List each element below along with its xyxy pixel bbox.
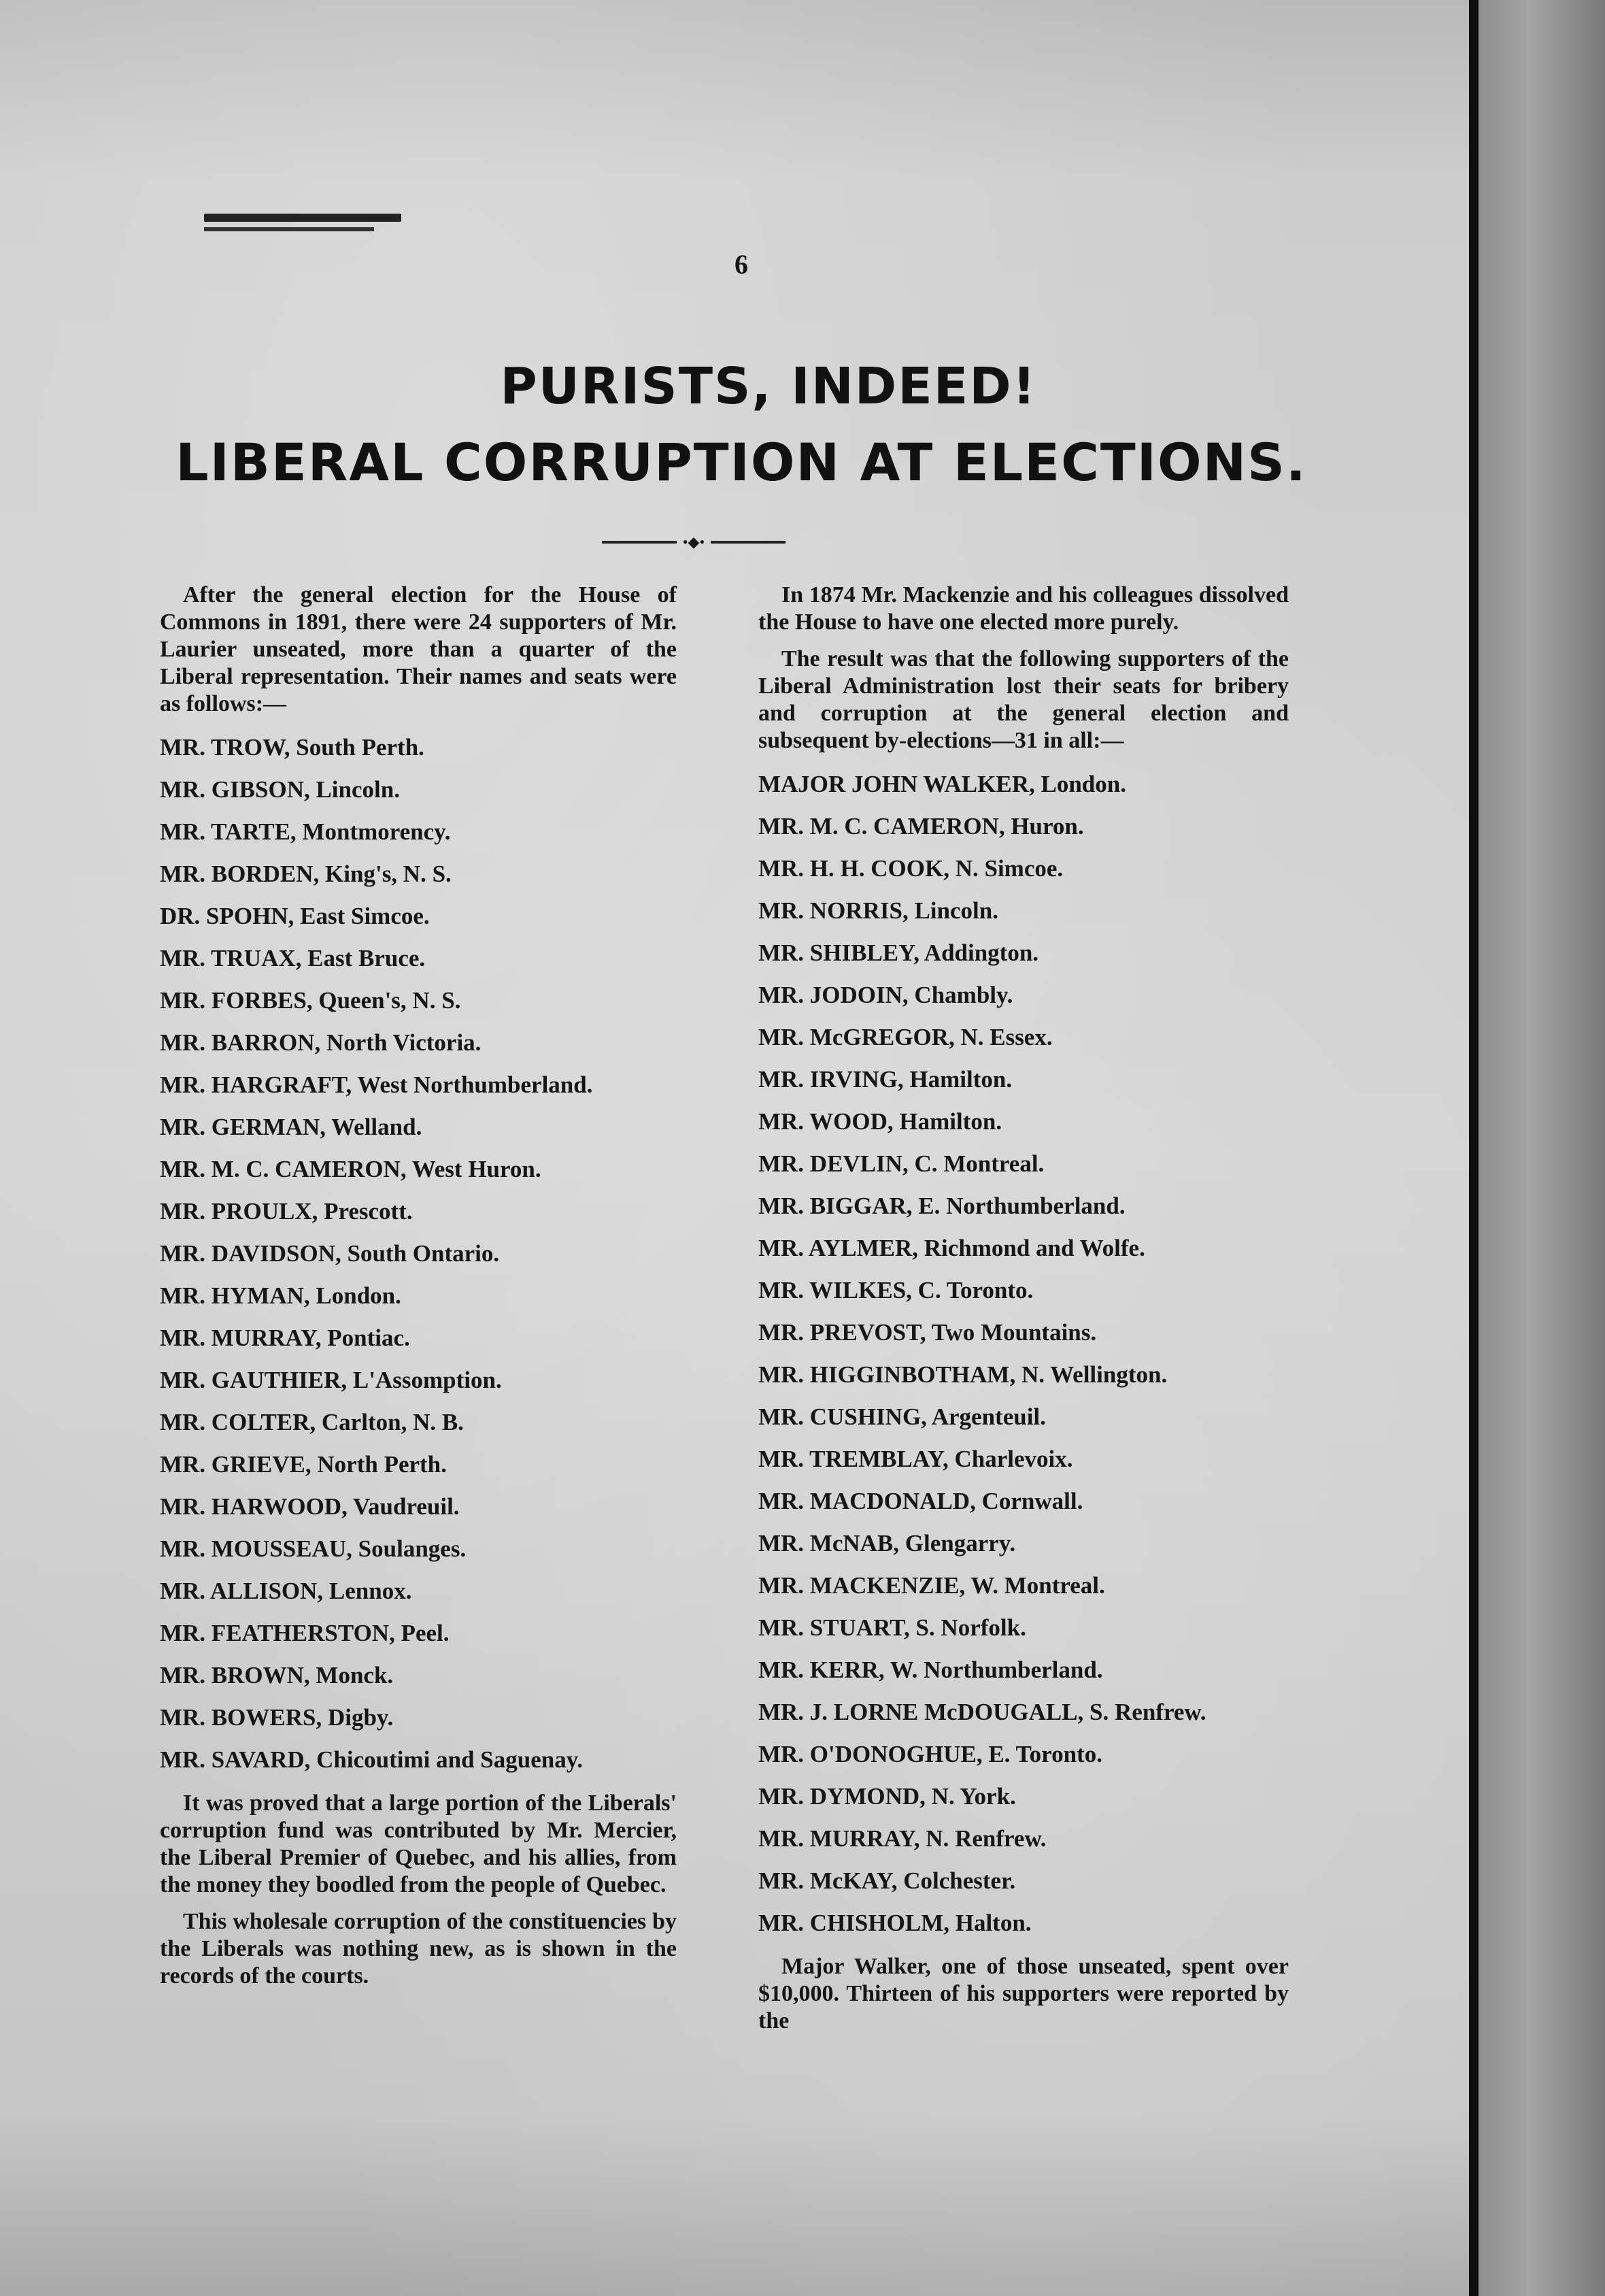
list-item: MR. McGREGOR, N. Essex. xyxy=(758,1024,1053,1050)
list-item: MAJOR JOHN WALKER, London. xyxy=(758,771,1126,797)
list-item: MR. GAUTHIER, L'Assomption. xyxy=(160,1367,502,1393)
list-item: MR. McKAY, Colchester. xyxy=(758,1867,1016,1894)
adjacent-page-edge xyxy=(1479,0,1605,2296)
list-item: MR. GIBSON, Lincoln. xyxy=(160,776,400,803)
list-item: MR. HYMAN, London. xyxy=(160,1282,401,1309)
list-item: MR. MURRAY, N. Renfrew. xyxy=(758,1825,1047,1852)
list-item: MR. COLTER, Carlton, N. B. xyxy=(160,1409,464,1435)
list-item: MR. FORBES, Queen's, N. S. xyxy=(160,987,461,1014)
ink-rule-mark-lower xyxy=(204,227,374,231)
list-item: MR. HARGRAFT, West Northumberland. xyxy=(160,1071,593,1098)
list-item: MR. KERR, W. Northumberland. xyxy=(758,1657,1103,1683)
list-item: MR. TARTE, Montmorency. xyxy=(160,818,451,845)
list-item: MR. AYLMER, Richmond and Wolfe. xyxy=(758,1235,1145,1261)
divider-ornament: •◆• xyxy=(682,533,705,550)
list-item: MR. HIGGINBOTHAM, N. Wellington. xyxy=(758,1361,1168,1388)
list-item: MR. TRUAX, East Bruce. xyxy=(160,945,426,971)
page-gutter xyxy=(1469,0,1479,2296)
list-item: MR. MOUSSEAU, Soulanges. xyxy=(160,1535,467,1562)
list-item: MR. DAVIDSON, South Ontario. xyxy=(160,1240,500,1267)
list-item: MR. J. LORNE McDOUGALL, S. Renfrew. xyxy=(758,1699,1206,1725)
ink-rule-mark xyxy=(204,214,401,222)
list-item: MR. SHIBLEY, Addington. xyxy=(758,939,1039,966)
list-item: MR. FEATHERSTON, Peel. xyxy=(160,1620,450,1646)
headline-sub: LIBERAL CORRUPTION AT ELECTIONS. xyxy=(175,432,1307,493)
list-item: MR. JODOIN, Chambly. xyxy=(758,982,1013,1008)
unseated-1874-list xyxy=(758,769,1289,1938)
list-item: MR. IRVING, Hamilton. xyxy=(758,1066,1013,1093)
list-item: MR. PROULX, Prescott. xyxy=(160,1198,413,1225)
list-item: MR. BROWN, Monck. xyxy=(160,1662,394,1688)
list-item: MR. NORRIS, Lincoln. xyxy=(758,897,998,924)
list-item: MR. CHISHOLM, Halton. xyxy=(758,1910,1032,1936)
list-item: MR. TREMBLAY, Charlevoix. xyxy=(758,1446,1073,1472)
list-item: MR. HARWOOD, Vaudreuil. xyxy=(160,1493,460,1520)
left-intro-paragraph: After the general election for the House of Commons in 1891, there were 24 supporters of Mr. Laurier unseated, more than a quarter of the Liberal representation. Their names and seats were as follows:— xyxy=(160,582,677,716)
list-item: MR. STUART, S. Norfolk. xyxy=(758,1614,1026,1641)
right-column xyxy=(758,582,1289,2044)
list-item: MR. BOWERS, Digby. xyxy=(160,1704,394,1731)
list-item: MR. DEVLIN, C. Montreal. xyxy=(758,1150,1045,1177)
left-column xyxy=(160,582,677,1999)
list-item: MR. ALLISON, Lennox. xyxy=(160,1578,412,1604)
list-item: MR. GRIEVE, North Perth. xyxy=(160,1451,447,1478)
list-item: MR. DYMOND, N. York. xyxy=(758,1783,1016,1810)
list-item: MR. WOOD, Hamilton. xyxy=(758,1108,1002,1135)
headline-main: PURISTS, INDEED! xyxy=(500,357,1037,416)
list-item: MR. McNAB, Glengarry. xyxy=(758,1530,1016,1557)
right-intro-paragraph-2: The result was that the following supporters of the Liberal Administration lost their seats for bribery and corruption at the general election and subsequent by-elections—31 in all:— xyxy=(758,646,1289,753)
list-item: MR. GERMAN, Welland. xyxy=(160,1114,422,1140)
page-number: 6 xyxy=(734,249,748,280)
list-item: MR. PREVOST, Two Mountains. xyxy=(758,1319,1097,1346)
list-item: MR. WILKES, C. Toronto. xyxy=(758,1277,1034,1303)
left-closing-paragraph-1: It was proved that a large portion of the Liberals' corruption fund was contributed by Mr. Mercier, the Liberal Premier of Quebec, and his allies, from the money they boodled from the people of Quebec. xyxy=(160,1791,677,1897)
list-item: MR. M. C. CAMERON, West Huron. xyxy=(160,1156,541,1182)
right-closing-paragraph: Major Walker, one of those unseated, spent over $10,000. Thirteen of his supporters were reported by the xyxy=(758,1954,1289,2033)
list-item: MR. TROW, South Perth. xyxy=(160,734,424,761)
right-intro-paragraph-1: In 1874 Mr. Mackenzie and his colleagues dissolved the House to have one elected more purely. xyxy=(758,582,1289,635)
headline-divider xyxy=(602,534,785,550)
unseated-1891-list xyxy=(160,733,677,1775)
list-item: MR. BIGGAR, E. Northumberland. xyxy=(758,1193,1126,1219)
list-item: MR. MACKENZIE, W. Montreal. xyxy=(758,1572,1105,1599)
list-item: MR. SAVARD, Chicoutimi and Saguenay. xyxy=(160,1746,584,1773)
divider-line-left xyxy=(602,541,677,544)
list-item: MR. H. H. COOK, N. Simcoe. xyxy=(758,855,1064,882)
list-item: MR. BORDEN, King's, N. S. xyxy=(160,861,452,887)
list-item: MR. O'DONOGHUE, E. Toronto. xyxy=(758,1741,1102,1767)
list-item: MR. M. C. CAMERON, Huron. xyxy=(758,813,1084,839)
divider-line-right xyxy=(711,541,785,544)
list-item: MR. MACDONALD, Cornwall. xyxy=(758,1488,1083,1514)
list-item: MR. CUSHING, Argenteuil. xyxy=(758,1403,1046,1430)
list-item: DR. SPOHN, East Simcoe. xyxy=(160,903,430,929)
list-item: MR. BARRON, North Victoria. xyxy=(160,1029,482,1056)
left-closing-paragraph-2: This wholesale corruption of the constituencies by the Liberals was nothing new, as is shown in the records of the courts. xyxy=(160,1909,677,1989)
list-item: MR. MURRAY, Pontiac. xyxy=(160,1325,410,1351)
